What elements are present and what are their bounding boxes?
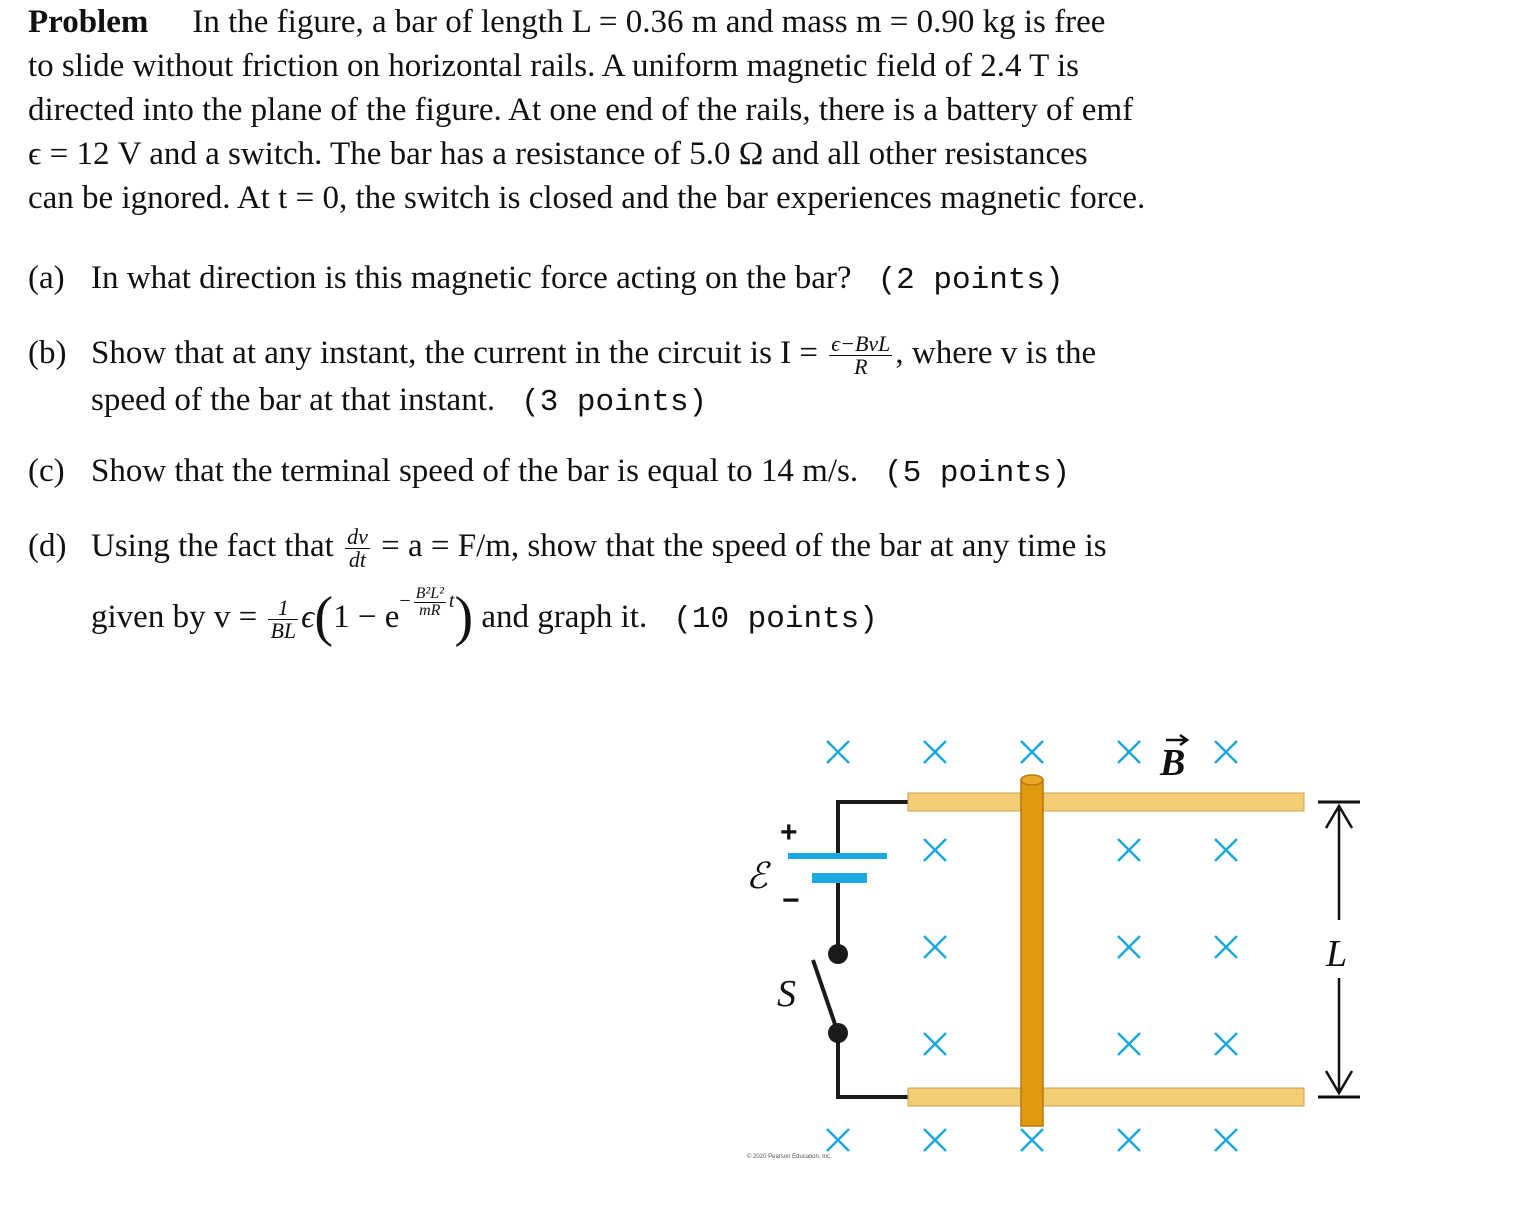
part-b-label: (b) (28, 335, 67, 371)
field-into-page-icon (1215, 839, 1237, 861)
field-into-page-icon (1118, 741, 1140, 763)
problem-heading: Problem (28, 4, 149, 40)
field-into-page-icon (1118, 1033, 1140, 1055)
current-fraction-numerator: ϵ−BvL (831, 330, 891, 356)
field-into-page-icon (924, 1129, 946, 1151)
field-label: B (1160, 742, 1186, 784)
switch-blade (813, 960, 838, 1033)
field-into-page-icon (827, 1129, 849, 1151)
epsilon-symbol: ϵ (301, 598, 315, 635)
exponent-numerator: B²L² (415, 584, 444, 602)
dv-dt-numerator: dv (347, 523, 368, 549)
top-wire (838, 802, 908, 856)
battery-negative-plate (812, 873, 867, 883)
field-into-page-icon (1021, 1129, 1043, 1151)
problem-line-1: In the figure, a bar of length L = 0.36 m and mass m = 0.90 kg is free (192, 4, 1106, 40)
length-label: L (1326, 933, 1348, 975)
field-into-page-icon (924, 741, 946, 763)
problem-line-3: directed into the plane of the figure. At one end of the rails, there is a battery of emf (28, 92, 1134, 128)
one-over-bl-denominator: BL (270, 617, 297, 643)
part-d-label: (d) (28, 528, 67, 564)
part-d-text-3: given by v = (91, 598, 258, 635)
one-minus-e: 1 − e (333, 598, 400, 635)
field-into-page-icon (1215, 1033, 1237, 1055)
part-d-text-1: Using the fact that (91, 528, 334, 564)
part-b-text-1: Show that at any instant, the current in the circuit is I = (91, 335, 819, 371)
part-c-points: (5 points) (884, 456, 1071, 491)
sliding-bar (1021, 780, 1043, 1126)
part-b-text-2: , where v is the (895, 335, 1097, 371)
problem-line-2: to slide without friction on horizontal rails. A uniform magnetic field of 2.4 T is (28, 48, 1079, 84)
field-into-page-icon (1021, 741, 1043, 763)
exponent-t: t (448, 589, 455, 612)
current-fraction-denominator: R (854, 353, 868, 379)
field-into-page-icon (1118, 1129, 1140, 1151)
field-into-page-icon (1215, 1129, 1237, 1151)
field-into-page-icon (1215, 936, 1237, 958)
problem-line-5: can be ignored. At t = 0, the switch is closed and the bar experiences magnetic force. (28, 180, 1146, 216)
battery-minus-sign: − (782, 884, 800, 917)
part-d-text-2: = a = F/m, show that the speed of the bar at any time is (381, 528, 1107, 564)
one-over-bl-numerator: 1 (268, 597, 298, 620)
exponent-denominator: mR (419, 601, 441, 619)
copyright-notice: © 2020 Pearson Education, Inc. (747, 1154, 832, 1160)
battery-positive-plate (788, 853, 887, 859)
part-d-text-4: and graph it. (481, 598, 648, 635)
switch-top-terminal (828, 944, 848, 964)
field-into-page-icon (924, 936, 946, 958)
part-d-points: (10 points) (673, 601, 878, 637)
left-paren: ( (314, 585, 334, 648)
field-into-page-icon (924, 1033, 946, 1055)
part-b-points: (3 points) (521, 384, 708, 420)
part-c-label: (c) (28, 453, 65, 489)
field-into-page-icon (1118, 936, 1140, 958)
field-into-page-icon (1118, 839, 1140, 861)
part-a-text: In what direction is this magnetic force acting on the bar? (91, 260, 852, 296)
dv-dt-denominator: dt (348, 546, 367, 572)
bottom-wire (838, 1033, 908, 1097)
field-into-page-icon (827, 741, 849, 763)
switch-label: S (777, 973, 796, 1015)
part-c-text: Show that the terminal speed of the bar is equal to 14 m/s. (91, 453, 859, 489)
battery-plus-sign: + (780, 816, 798, 849)
part-a-points: (2 points) (877, 263, 1064, 298)
bottom-rail (908, 1088, 1304, 1106)
part-b-text-3: speed of the bar at that instant. (91, 381, 496, 418)
right-paren: ) (454, 585, 474, 648)
field-into-page-icon (924, 839, 946, 861)
problem-line-4: ϵ = 12 V and a switch. The bar has a resistance of 5.0 Ω and all other resistances (28, 136, 1088, 172)
top-rail (908, 793, 1304, 811)
part-a-label: (a) (28, 260, 65, 296)
sliding-bar-top (1021, 775, 1043, 785)
emf-label: ℰ (746, 856, 768, 896)
field-into-page-icon (1215, 741, 1237, 763)
exponent: − B²L² mR t (399, 584, 455, 619)
